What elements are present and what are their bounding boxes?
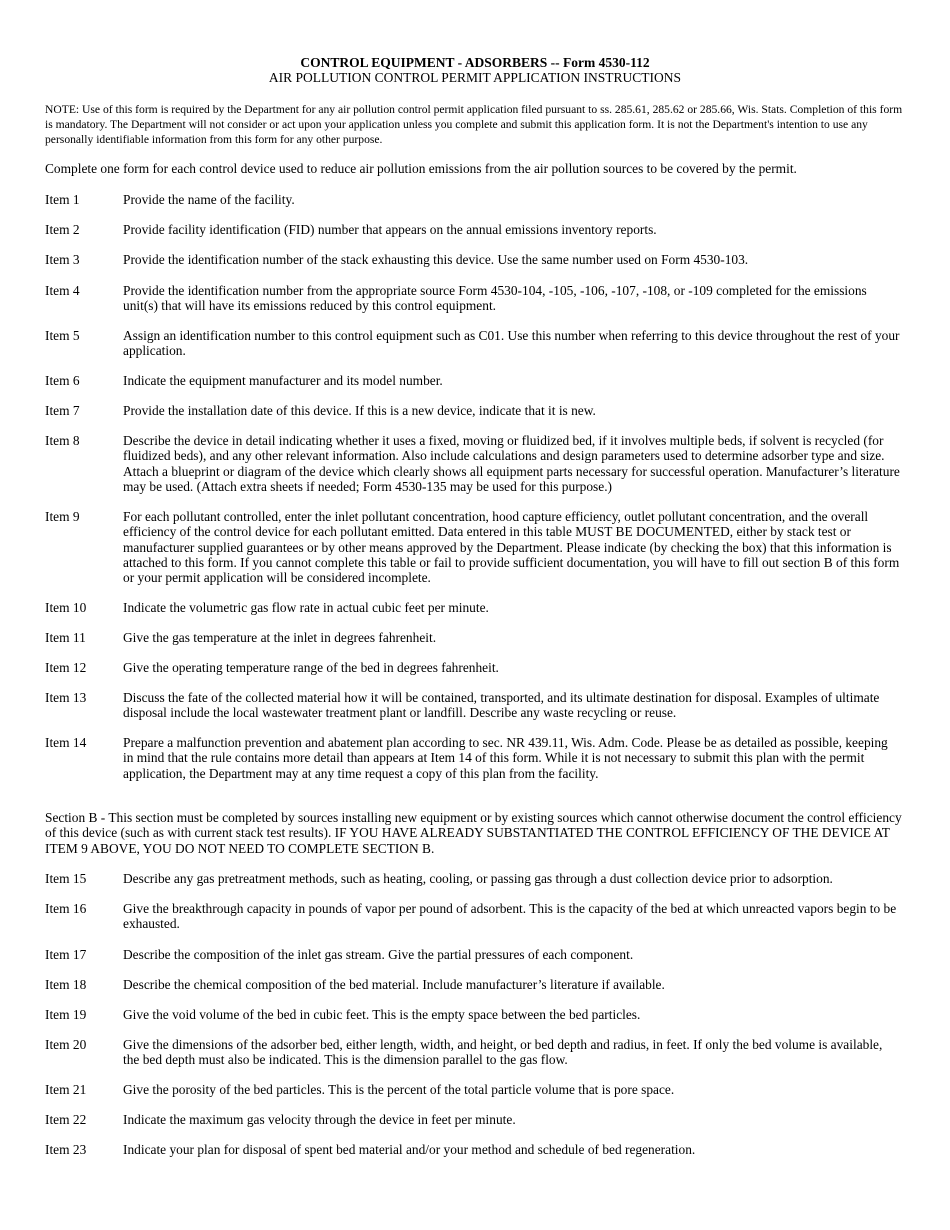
item-19	[45, 1007, 900, 1022]
item-text: Describe the composition of the inlet gas stream. Give the partial pressures of each component.	[123, 947, 634, 962]
intro-paragraph: Complete one form for each control device used to reduce air pollution emissions from the air pollution sources to be covered by the permit.	[45, 161, 797, 176]
item-text: Provide the identification number of the stack exhausting this device. Use the same number used on Form 4530-103.	[123, 252, 749, 267]
item-number: Item 1	[45, 192, 80, 207]
item-number: Item 10	[45, 600, 87, 615]
item-15	[45, 871, 900, 886]
item-text: Describe the device in detail indicating whether it uses a fixed, moving or fluidized bed, if it involves multiple beds, if solvent is recycled (for fluidized beds), and any other relevant information. Also include calculations and design parameters used to determine adsorber type and size. Attach a blueprint or diagram of the device which clearly shows all equipment parts necessary for successful operation. Manufacturer’s literature may be used. (Attach extra sheets if needed; Form 4530-135 may be used for this purpose.)	[123, 433, 900, 494]
item-9	[45, 509, 900, 585]
item-text: Indicate the maximum gas velocity through the device in feet per minute.	[123, 1112, 516, 1127]
item-number: Item 12	[45, 660, 87, 675]
item-number: Item 21	[45, 1082, 87, 1097]
item-11	[45, 630, 900, 645]
item-text: Prepare a malfunction prevention and abatement plan according to sec. NR 439.11, Wis. Adm. Code. Please be as detailed as possible, keeping in mind that the rule contains more detail than appears at Item 14 of this form. While it is not necessary to submit this plan with the permit application, the Department may at any time request a copy of this plan from the facility.	[123, 735, 888, 781]
item-number: Item 4	[45, 283, 80, 298]
item-number: Item 19	[45, 1007, 87, 1022]
item-22	[45, 1112, 900, 1127]
item-4	[45, 283, 900, 314]
item-2	[45, 222, 900, 237]
item-3	[45, 252, 900, 267]
item-number: Item 18	[45, 977, 87, 992]
item-text: Give the void volume of the bed in cubic feet. This is the empty space between the bed particles.	[123, 1007, 641, 1022]
item-6	[45, 373, 900, 388]
item-text: Indicate the equipment manufacturer and its model number.	[123, 373, 443, 388]
item-number: Item 6	[45, 373, 80, 388]
item-number: Item 16	[45, 901, 87, 916]
item-text: Give the dimensions of the adsorber bed, either length, width, and height, or bed depth and radius, in feet. If only the bed volume is available, the bed depth must also be indicated. This is the dimension parallel to the gas flow.	[123, 1037, 883, 1068]
item-text: Provide facility identification (FID) number that appears on the annual emissions inventory reports.	[123, 222, 657, 237]
item-1	[45, 192, 900, 207]
item-number: Item 2	[45, 222, 80, 237]
item-text: Indicate the volumetric gas flow rate in actual cubic feet per minute.	[123, 600, 489, 615]
item-number: Item 15	[45, 871, 87, 886]
item-text: Give the porosity of the bed particles. This is the percent of the total particle volume that is pore space.	[123, 1082, 675, 1097]
privacy-note: NOTE: Use of this form is required by the Department for any air pollution control permit application filed pursuant to ss. 285.61, 285.62 or 285.66, Wis. Stats. Completion of this form is mandatory. The Department will not consider or act upon your application unless you complete and submit this application form. It is not the Department's intention to use any personally identifiable information from this form for any other purpose.	[45, 103, 903, 146]
item-number: Item 13	[45, 690, 87, 705]
form-title: CONTROL EQUIPMENT - ADSORBERS -- Form 4530-112	[300, 55, 650, 70]
item-21	[45, 1082, 900, 1097]
item-18	[45, 977, 900, 992]
item-number: Item 7	[45, 403, 80, 418]
item-text: Give the breakthrough capacity in pounds of vapor per pound of adsorbent. This is the capacity of the bed at which unreacted vapors begin to be exhausted.	[123, 901, 897, 932]
item-number: Item 8	[45, 433, 80, 448]
item-text: Provide the installation date of this device. If this is a new device, indicate that it is new.	[123, 403, 596, 418]
item-text: Describe any gas pretreatment methods, such as heating, cooling, or passing gas through a dust collection device prior to adsorption.	[123, 871, 833, 886]
section-b-paragraph: Section B - This section must be completed by sources installing new equipment or by existing sources which cannot otherwise document the control efficiency of this device (such as with current stack test results). IF YOU HAVE ALREADY SUBSTANTIATED THE CONTROL EFFICIENCY OF THE DEVICE AT ITEM 9 ABOVE, YOU DO NOT NEED TO COMPLETE SECTION B.	[45, 810, 902, 856]
item-text: Provide the name of the facility.	[123, 192, 295, 207]
item-20	[45, 1037, 900, 1068]
item-14	[45, 735, 900, 781]
item-number: Item 17	[45, 947, 87, 962]
item-number: Item 3	[45, 252, 80, 267]
form-subtitle: AIR POLLUTION CONTROL PERMIT APPLICATION INSTRUCTIONS	[268, 70, 682, 85]
item-number: Item 9	[45, 509, 80, 524]
item-number: Item 5	[45, 328, 80, 343]
item-5	[45, 328, 900, 359]
item-23	[45, 1142, 900, 1157]
item-number: Item 23	[45, 1142, 87, 1157]
item-text: Give the operating temperature range of the bed in degrees fahrenheit.	[123, 660, 499, 675]
item-number: Item 11	[45, 630, 86, 645]
item-7	[45, 403, 900, 418]
item-text: Give the gas temperature at the inlet in degrees fahrenheit.	[123, 630, 437, 645]
item-8	[45, 433, 900, 494]
item-text: Assign an identification number to this control equipment such as C01. Use this number when referring to this device throughout the rest of your application.	[123, 328, 900, 359]
item-10	[45, 600, 900, 615]
item-text: For each pollutant controlled, enter the inlet pollutant concentration, hood capture efficiency, outlet pollutant concentration, and the overall efficiency of the control device for each pollutant emitted. Data entered in this table MUST BE DOCUMENTED, either by stack test or manufacturer supplied guarantees or by other means approved by the Department. Please indicate (by checking the box) that this information is attached to this form. If you cannot complete this table or fail to provide sufficient documentation, you will have to fill out section B of this form or your permit application will be considered incomplete.	[123, 509, 900, 586]
item-13	[45, 690, 900, 721]
item-text: Indicate your plan for disposal of spent bed material and/or your method and schedule of bed regeneration.	[123, 1142, 696, 1157]
item-17	[45, 947, 900, 962]
item-text: Describe the chemical composition of the bed material. Include manufacturer’s literature if available.	[123, 977, 665, 992]
item-12	[45, 660, 900, 675]
item-number: Item 14	[45, 735, 87, 750]
item-text: Provide the identification number from the appropriate source Form 4530-104, -105, -106, -107, -108, or -109 completed for the emissions unit(s) that will have its emissions reduced by this control equipment.	[123, 283, 867, 314]
item-number: Item 20	[45, 1037, 87, 1052]
item-text: Discuss the fate of the collected material how it will be contained, transported, and its ultimate destination for disposal. Examples of ultimate disposal include the local wastewater treatment plant or landfill. Describe any waste recycling or reuse.	[123, 690, 880, 721]
item-number: Item 22	[45, 1112, 87, 1127]
item-16	[45, 901, 900, 932]
